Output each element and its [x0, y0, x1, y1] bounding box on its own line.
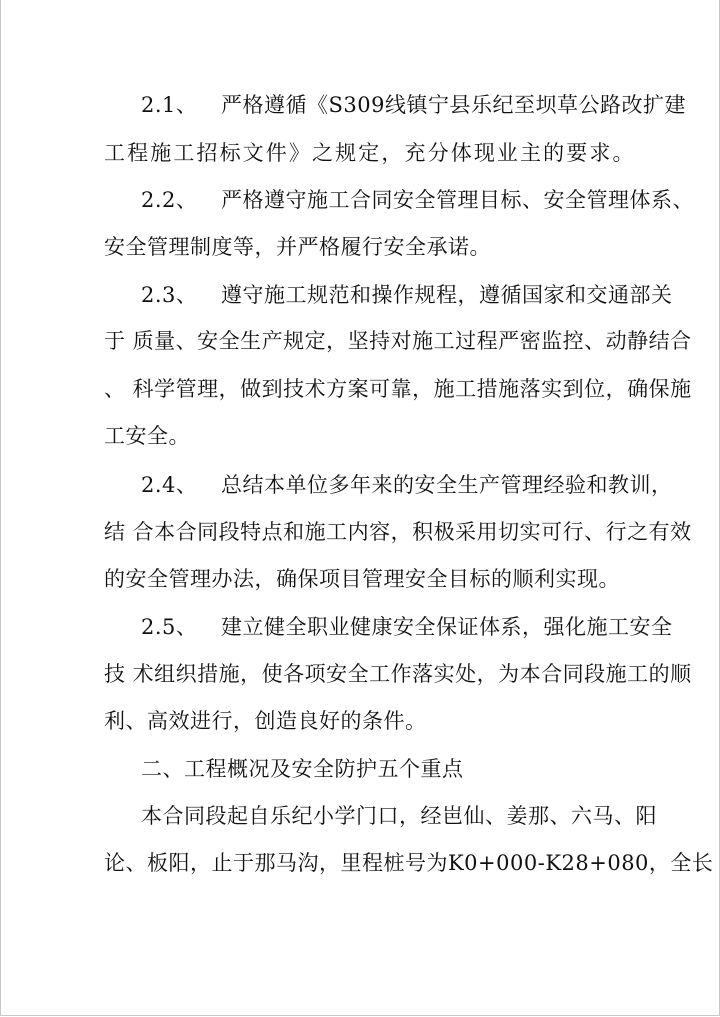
section-heading: 二、工程概况及安全防护五个重点	[141, 757, 464, 781]
paragraph-2-4-line-1	[141, 470, 671, 500]
paragraph-2-5-line-2: 技 术组织措施，使各项安全工作落实处，为本合同段施工的顺	[104, 662, 692, 686]
paragraph-2-2-line-1	[141, 185, 694, 215]
paragraph-number: 2.1、	[141, 93, 198, 117]
paragraph-2-3-line-2: 于 质量、安全生产规定，坚持对施工过程严密监控、动静结合	[104, 329, 692, 353]
paragraph-text: 严格遵守施工合同安全管理目标、安全管理体系、	[221, 188, 694, 212]
final-paragraph-line-1	[141, 801, 657, 831]
paragraph-2-4-line-2: 结 合本合同段特点和施工内容，积极采用切实可行、行之有效	[104, 520, 692, 544]
paragraph-text: 建立健全职业健康安全保证体系，强化施工安全	[221, 615, 673, 639]
paragraph-2-3-line-4: 工安全。	[104, 424, 190, 448]
paragraph-2-2-line-2: 安全管理制度等，并严格履行安全承诺。	[104, 235, 491, 259]
paragraph-2-3-line-1	[141, 280, 671, 310]
paragraph-number: 2.2、	[141, 188, 198, 212]
paragraph-number: 2.3、	[141, 283, 198, 307]
paragraph-2-4-line-3: 的安全管理办法，确保项目管理安全目标的顺利实现。	[104, 567, 620, 591]
final-paragraph-line-2: 论、板阳，止于那马沟，里程桩号为K0+000-K28+080，全长	[104, 851, 714, 875]
paragraph-2-3-line-3: 、 科学管理，做到技术方案可靠，施工措施落实到位，确保施	[104, 377, 692, 401]
paragraph-2-1-line-1	[141, 90, 686, 120]
paragraph-2-1-line-2: 工程施工招标文件》之规定，充分体现业主的要求。	[104, 141, 634, 165]
paragraph-number: 2.4、	[141, 473, 198, 497]
paragraph-2-5-line-1	[141, 612, 671, 642]
paragraph-text: 严格遵循《S309线镇宁县乐纪至坝草公路改扩建	[221, 93, 686, 117]
paragraph-2-5-line-3: 利、高效进行，创造良好的条件。	[104, 709, 427, 733]
paragraph-text: 遵守施工规范和操作规程，遵循国家和交通部关	[221, 283, 673, 307]
paragraph-text: 本合同段起自乐纪小学门口，经岜仙、姜那、六马、阳	[141, 804, 657, 828]
paragraph-text: 总结本单位多年来的安全生产管理经验和教训，	[221, 473, 673, 497]
paragraph-number: 2.5、	[141, 615, 198, 639]
